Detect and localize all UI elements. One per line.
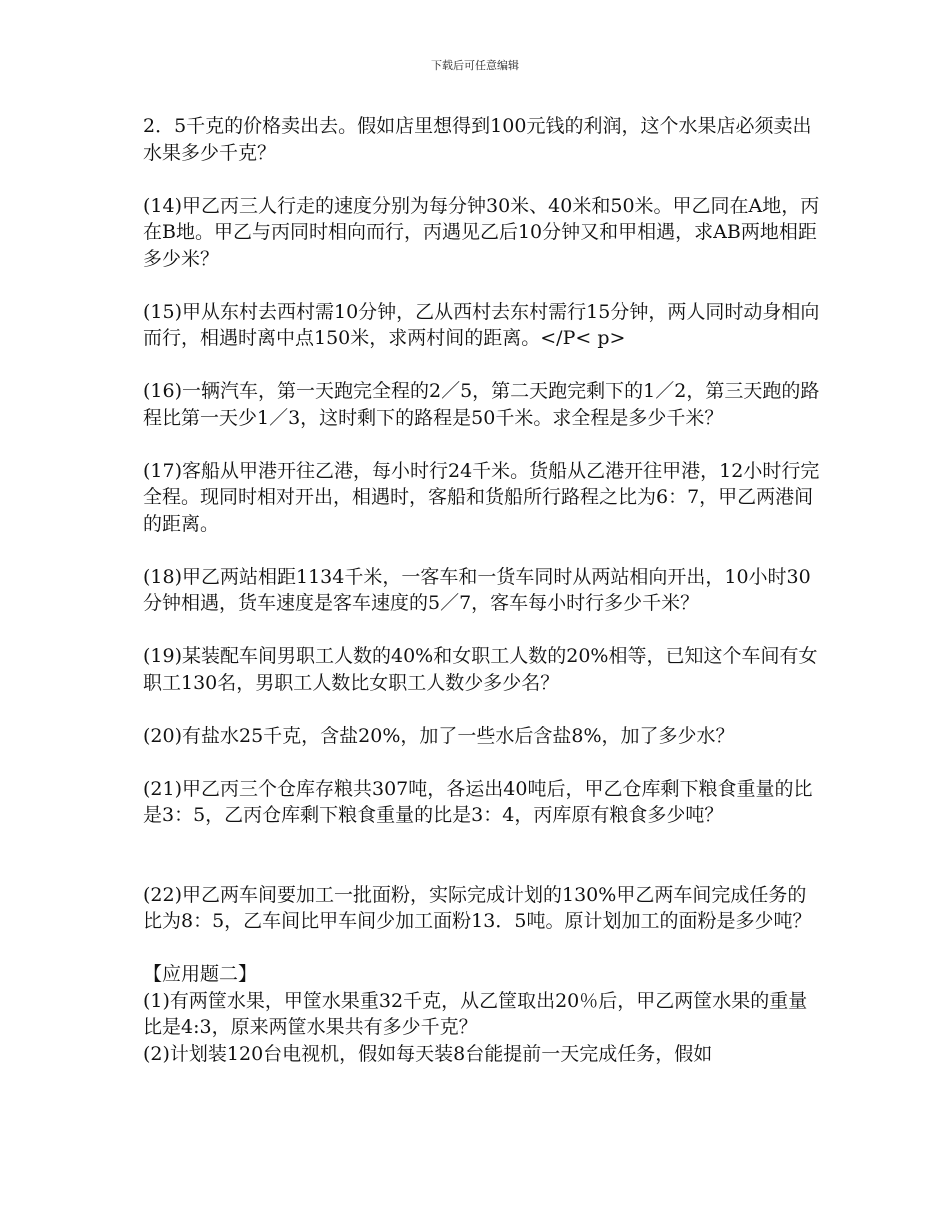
problem-15: (15)甲从东村去西村需10分钟，乙从西村去东村需行15分钟，两人同时动身相向而行，相遇时离中点150米，求两村间的距离。</P< p>: [143, 300, 820, 349]
problem-22: (22)甲乙两车间要加工一批面粉，实际完成计划的130%甲乙两车间完成任务的比为8：5，乙车间比甲车间少加工面粉13．5吨。原计划加工的面粉是多少吨？: [143, 883, 812, 932]
paragraph-continuation: 2．5千克的价格卖出去。假如店里想得到100元钱的利润，这个水果店必须卖出水果多少千克？: [143, 115, 812, 164]
problem-21: (21)甲乙丙三个仓库存粮共307吨，各运出40吨后，甲乙仓库剩下粮食重量的比是3：5，乙丙仓库剩下粮食重量的比是3：4，丙库原有粮食多少吨？: [143, 777, 813, 826]
section2-problem-2: (2)计划装120台电视机，假如每天装8台能提前一天完成任务，假如: [143, 1042, 713, 1065]
problem-20: (20)有盐水25千克，含盐20%，加了一些水后含盐8%，加了多少水？: [143, 724, 735, 747]
section2-problem-1: (1)有两筐水果，甲筐水果重32千克，从乙筐取出20％后，甲乙两筐水果的重量比是4:3，原来两筐水果共有多少千克？: [143, 989, 808, 1038]
problem-18: (18)甲乙两站相距1134千米，一客车和一货车同时从两站相向开出，10小时30分钟相遇，货车速度是客车速度的5／7，客车每小时行多少千米？: [143, 565, 811, 614]
document-body: [143, 113, 823, 1067]
problem-14: (14)甲乙丙三人行走的速度分别为每分钟30米、40米和50米。甲乙同在A地，丙在B地。甲乙与丙同时相向而行，丙遇见乙后10分钟又和甲相遇，求AB两地相距多少米？: [143, 194, 820, 270]
problem-17: (17)客船从甲港开往乙港，每小时行24千米。货船从乙港开往甲港，12小时行完全程。现同时相对开出，相遇时，客船和货船所行路程之比为6：7，甲乙两港间的距离。: [143, 459, 820, 535]
page-header: 下载后可任意编辑: [431, 59, 519, 72]
problem-19: (19)某装配车间男职工人数的40%和女职工人数的20%相等，已知这个车间有女职工130名，男职工人数比女职工人数少多少名？: [143, 645, 818, 694]
problem-16: (16)一辆汽车，第一天跑完全程的2／5，第二天跑完剩下的1／2，第三天跑的路程比第一天少1／3，这时剩下的路程是50千米。求全程是多少千米？: [143, 380, 820, 429]
section-heading: 【应用题二】: [143, 963, 258, 985]
